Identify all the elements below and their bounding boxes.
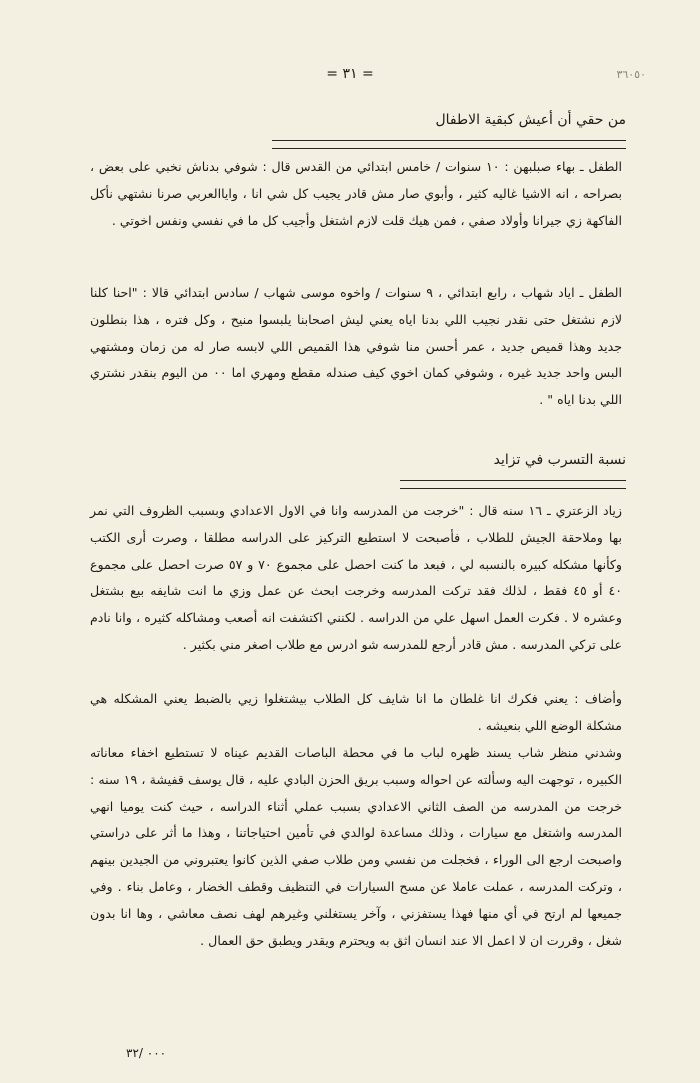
footer-code: ٠٠٠ /٣٢ [126,1046,167,1060]
page-number: = ٣١ = [326,66,374,82]
paragraph-iyad: الطفل ـ اياد شهاب ، رابع ابتدائي ، ٩ سنوات / واخوه موسى شهاب / سادس ابتدائي قالا : "احنا كلنا لازم نشتغل حتى نقدر نجيب اللي بدنا اياه يعني ليش اصحابنا يلبسوا منيح ، وكل فتره ، هذا بنطلون جديد وهذا قميص جديد ، عمر أحسن منا شوفي هذا القميص اللي لابسه صار له من زمان ومشتهي البس واحد جديد غيره ، وشوفي كمان اخوي كيف صندله مقطع ومهري اما ٠٠ من اليوم بنقدر نشتري اللي بدنا اياه " . [90,285,622,408]
section-heading-rights: من حقي أن أعيش كبقية الاطفال [435,112,626,128]
paragraph-yousef: وشدني منظر شاب يسند ظهره لباب ما في محطة الباصات القديم عيناه لا تستطيع اخفاء معاناته الكبيره ، توجهت اليه وسألته عن احواله وسبب بريق الحزن البادي عليه ، قال يوسف قفيشة ، ١٩ سنه : خرجت من المدرسه من الصف الثاني الاعدادي بسبب عملي أثناء الدراسه ، حيث كنت يوميا انهي المدرسه واشتغل مع سيارات ، وذلك مساعدة لوالدي في تأمين احتياجاتنا ، وهذا ما أثر على دراستي واصبحت ارجع الى الوراء ، فخجلت من نفسي ومن طلاب صفي الذين كانوا يعتبروني من الجيدين بينهم ، وتركت المدرسه ، عملت عاملا عن مسح السيارات في التنظيف وقطف الخضار ، وعامل بناء . وفي جميعها لم ارتح في أي منها فهذا يستفزني ، وآخر يستغلني وغيرهم لهف نصف معاشي ، وها انا بدون شغل ، وقررت ان لا اعمل الا عند انسان اثق به ويحترم ويقدر ويطبق حق العمال . [90,745,622,948]
paragraph-bahaa: الطفل ـ بهاء صبلبهن : ١٠ سنوات / خامس ابتدائي من القدس قال : شوفي بدناش نخبي على بعض ، بصراحه ، انه الاشيا غاليه كثير ، وأبوي صار مش قادر يجيب كل شي انا ، واياالعربي صرنا نشتهي نأكل الفاكهة زي جيرانا وأولاد صفي ، فمن هيك قلت لازم اشتغل وأجيب كل ما في نفسي ونفس اخوتي . [90,159,622,228]
heading-underline [272,148,626,149]
heading-underline [400,480,626,481]
margin-mark: ٣٦٠٥٠ [616,68,646,81]
paragraph-ziad: زياد الزعتري ـ ١٦ سنه قال : "خرجت من المدرسه وانا في الاول الاعدادي وبسبب الظروف التي نمر بها وملاحقة الجيش للطلاب ، فأصبحت لا استطيع التركيز على الدراسه مطلقا ، وصرت أرى الكتب وكأنها مشكله كبيره بالنسبه لي ، فبعد ما كنت احصل على مجموع ٧٠ و ٥٧ صرت احصل على مجموع ٤٠ أو ٤٥ فقط ، لذلك فقد تركت المدرسه وخرجت ابحث عن عمل وزي ما انت شايفه بيع بشتغل وعشره لا . فكرت العمل اسهل علي من الدراسه . لكنني اكتشفت انه أصعب ومشاكله كثيره ، وانا نادم على تركي المدرسه . مش قادر أرجع للمدرسه شو ادرس مع طلاب اصغر مني بكثير . [90,503,623,652]
heading-underline [272,140,626,141]
heading-underline [400,488,626,489]
paragraph-added: وأضاف : يعني فكرك انا غلطان ما انا شايف كل الطلاب بيشتغلوا زيي بالضبط يعني المشكله هي مشكلة الوضع اللي بنعيشه . [90,691,622,733]
section-heading-dropout: نسبة التسرب في تزايد [493,452,626,468]
